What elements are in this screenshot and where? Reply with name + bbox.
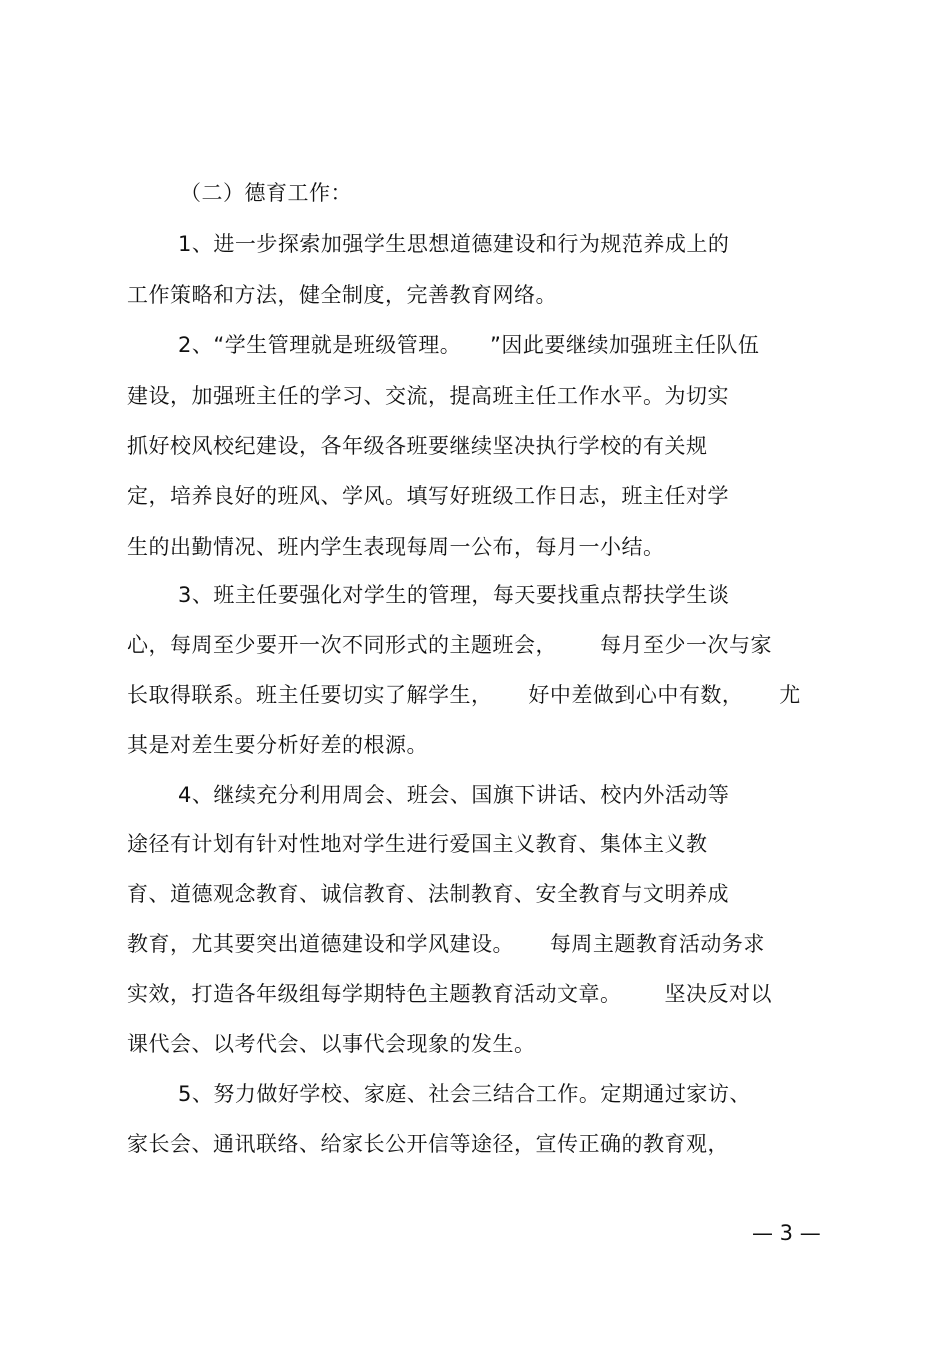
- paragraph-line: 建设，加强班主任的学习、交流，提高班主任工作水平。为切实: [127, 384, 729, 408]
- paragraph-line: 2、“学生管理就是班级管理。 ”因此要继续加强班主任队伍: [178, 333, 760, 357]
- paragraph-line: 途径有计划有针对性地对学生进行爱国主义教育、集体主义教: [127, 832, 708, 856]
- paragraph-line: 定，培养良好的班风、学风。填写好班级工作日志，班主任对学: [127, 484, 729, 508]
- paragraph-line: 4、继续充分利用周会、班会、国旗下讲话、校内外活动等: [178, 783, 730, 807]
- paragraph-line: 心，每周至少要开一次不同形式的主题班会， 每月至少一次与家: [127, 633, 773, 657]
- page-number: — 3 —: [752, 1221, 821, 1245]
- paragraph-line: 实效，打造各年级组每学期特色主题教育活动文章。 坚决反对以: [127, 982, 773, 1006]
- paragraph-line: 工作策略和方法，健全制度，完善教育网络。: [127, 283, 557, 307]
- section-heading: （二）德育工作：: [180, 181, 352, 205]
- paragraph-line: 教育，尤其要突出道德建设和学风建设。 每周主题教育活动务求: [127, 932, 765, 956]
- paragraph-line: 抓好校风校纪建设，各年级各班要继续坚决执行学校的有关规: [127, 434, 708, 458]
- paragraph-line: 5、努力做好学校、家庭、社会三结合工作。定期通过家访、: [178, 1082, 751, 1106]
- paragraph-line: 育、道德观念教育、诚信教育、法制教育、安全教育与文明养成: [127, 882, 729, 906]
- paragraph-line: 长取得联系。班主任要切实了解学生， 好中差做到心中有数， 尤: [127, 683, 801, 707]
- paragraph-line: 生的出勤情况、班内学生表现每周一公布，每月一小结。: [127, 535, 665, 559]
- paragraph-line: 3、班主任要强化对学生的管理，每天要找重点帮扶学生谈: [178, 583, 730, 607]
- paragraph-line: 课代会、以考代会、以事代会现象的发生。: [127, 1032, 536, 1056]
- paragraph-line: 1、进一步探索加强学生思想道德建设和行为规范养成上的: [178, 232, 730, 256]
- paragraph-line: 其是对差生要分析好差的根源。: [127, 733, 428, 757]
- paragraph-line: 家长会、通讯联络、给家长公开信等途径，宣传正确的教育观，: [127, 1132, 729, 1156]
